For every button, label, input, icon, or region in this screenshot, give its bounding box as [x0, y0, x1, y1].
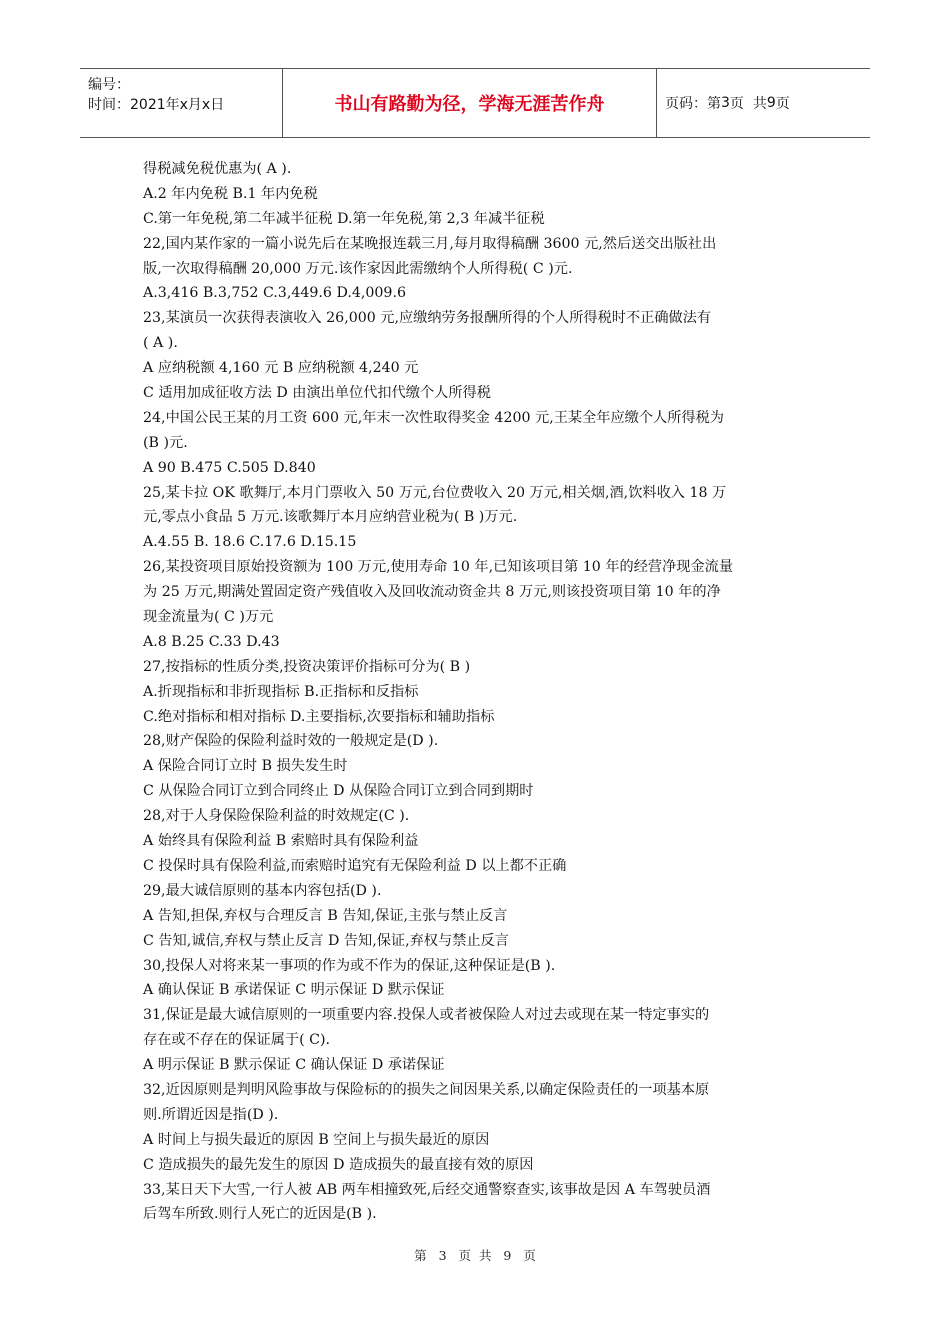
header-motto: 书山有路勤为径，学海无涯苦作舟 [283, 69, 657, 137]
serial-label: 编号： [88, 77, 130, 93]
text-line: 得税减免税优惠为( A ). [143, 161, 292, 177]
text-line: A.8 B.25 C.33 D.43 [143, 633, 280, 650]
page-label: 页码：第 [665, 96, 721, 112]
text-line: 后驾车所致.则行人死亡的近因是(B ). [143, 1206, 377, 1223]
text-line: 为 25 万元,期满处置固定资产残值收入及回收流动资金共 8 万元,则该投资项目第 10 年的净 [143, 584, 721, 601]
text-line: C 适用加成征收方法 D 由演出单位代扣代缴个人所得税 [143, 385, 491, 402]
text-line: A 应纳税额 4,160 元 B 应纳税额 4,240 元 [143, 360, 419, 377]
text-line: C 从保险合同订立到合同终止 D 从保险合同订立到合同到期时 [143, 783, 534, 800]
page-current: 3 [721, 95, 730, 111]
text-line: 29,最大诚信原则的基本内容包括(D ). [143, 882, 382, 899]
header-page-info [657, 69, 870, 137]
text-line: 27,按指标的性质分类,投资决策评价指标可分为( B ) [143, 658, 471, 675]
footer-suffix: 页 [523, 1248, 536, 1263]
text-line: (B )元. [143, 434, 188, 451]
text-line: ( A ). [143, 335, 178, 352]
header-meta [80, 69, 283, 137]
text-line: 版,一次取得稿酬 20,000 万元.该作家因此需缴纳个人所得税( C )元. [143, 260, 573, 277]
text-line: A 明示保证 B 默示保证 C 确认保证 D 承诺保证 [143, 1057, 445, 1074]
text-line: 32,近因原则是判明风险事故与保险标的的损失之间因果关系,以确定保险责任的一项基本原 [143, 1081, 710, 1098]
text-line: 24,中国公民王某的月工资 600 元,年末一次性取得奖金 4200 元,王某全年应缴个人所得税为 [143, 409, 724, 426]
text-line: 31,保证是最大诚信原则的一项重要内容.投保人或者被保险人对过去或现在某一特定事实的 [143, 1007, 710, 1024]
text-line: A 时间上与损失最近的原因 B 空间上与损失最近的原因 [143, 1131, 490, 1148]
text-line: A 始终具有保险利益 B 索赔时具有保险利益 [143, 833, 419, 850]
text-line: 存在或不存在的保证属于( C). [143, 1032, 331, 1049]
text-line: A 90 B.475 C.505 D.840 [143, 459, 316, 476]
text-line: C 投保时具有保险利益,而索赔时追究有无保险利益 D 以上都不正确 [143, 857, 567, 874]
document-body [143, 157, 811, 1227]
text-line: 23,某演员一次获得表演收入 26,000 元,应缴纳劳务报酬所得的个人所得税时不正确做法有 [143, 310, 712, 327]
footer-mid: 页 共 [458, 1248, 492, 1263]
text-line: A.折现指标和非折现指标 B.正指标和反指标 [143, 683, 419, 700]
page-mid: 页 共 [729, 96, 767, 112]
text-line: 25,某卡拉 OK 歌舞厅,本月门票收入 50 万元,台位费收入 20 万元,相关烟,酒,饮料收入 18 万 [143, 484, 727, 501]
text-line: C 告知,诚信,弃权与禁止反言 D 告知,保证,弃权与禁止反言 [143, 932, 509, 949]
page-end: 页 [775, 96, 790, 112]
text-line: A 保险合同订立时 B 损失发生时 [143, 758, 348, 775]
text-line: 22,国内某作家的一篇小说先后在某晚报连载三月,每月取得稿酬 3600 元,然后送交出版社出 [143, 235, 717, 252]
text-line: C.绝对指标和相对指标 D.主要指标,次要指标和辅助指标 [143, 708, 495, 725]
footer-current: 3 [438, 1248, 447, 1263]
page-header [80, 68, 870, 138]
text-line: 现金流量为( C )万元 [143, 609, 274, 626]
footer-prefix: 第 [414, 1248, 427, 1263]
text-line: 26,某投资项目原始投资额为 100 万元,使用寿命 10 年,已知该项目第 10 年的经营净现金流量 [143, 559, 734, 576]
text-line: A.4.55 B. 18.6 C.17.6 D.15.15 [143, 534, 357, 551]
footer-total: 9 [503, 1248, 512, 1263]
text-line: 元,零点小食品 5 万元.该歌舞厅本月应纳营业税为( B )万元. [143, 509, 518, 526]
page-total: 9 [766, 95, 776, 111]
text-line: 33,某日天下大雪,一行人被 AB 两车相撞致死,后经交通警察查实,该事故是因 A 车驾驶员酒 [143, 1181, 711, 1198]
text-line: A 确认保证 B 承诺保证 C 明示保证 D 默示保证 [143, 982, 445, 999]
text-line: A.3,416 B.3,752 C.3,449.6 D.4,009.6 [143, 285, 406, 302]
text-line: 30,投保人对将来某一事项的作为或不作为的保证,这种保证是(B ). [143, 957, 556, 974]
text-line: 28,对于人身保险保险利益的时效规定(C ). [143, 808, 410, 825]
date-label: 时间：2021年x月x日 [88, 97, 225, 113]
text-line: A 告知,担保,弃权与合理反言 B 告知,保证,主张与禁止反言 [143, 907, 508, 924]
text-line: 28,财产保险的保险利益时效的一般规定是(D ). [143, 733, 439, 750]
text-line: C.第一年免税,第二年减半征税 D.第一年免税,第 2,3 年减半征税 [143, 210, 545, 227]
text-line: C 造成损失的最先发生的原因 D 造成损失的最直接有效的原因 [143, 1156, 534, 1173]
page-footer [0, 1246, 950, 1264]
text-line: A.2 年内免税 B.1 年内免税 [143, 185, 318, 202]
text-line: 则.所谓近因是指(D ). [143, 1106, 279, 1123]
